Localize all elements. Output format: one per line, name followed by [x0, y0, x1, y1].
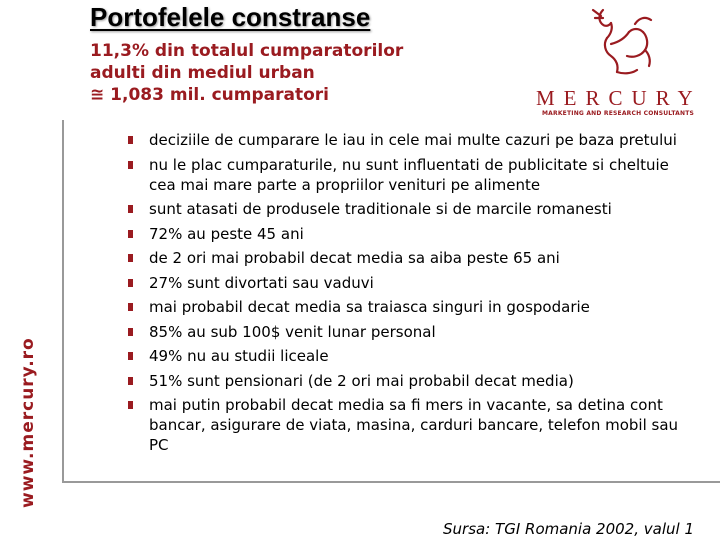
subtitle-line-3 [90, 84, 450, 106]
bullet-item: 85% au sub 100$ venit lunar personal [124, 322, 680, 342]
bullet-item: mai putin probabil decat media sa fi mers in vacante, sa detina cont bancar, asigurare de viata, masina, carduri bancare, telefon mobil sau PC [124, 395, 680, 455]
bullet-list [124, 130, 680, 460]
sidebar-url [18, 300, 46, 508]
bullet-item: 72% au peste 45 ani [124, 224, 680, 244]
bullet-item: de 2 ori mai probabil decat media sa aiba peste 65 ani [124, 248, 680, 268]
bullet-item: 27% sunt divortati sau vaduvi [124, 273, 680, 293]
bullet-item: sunt atasati de produsele traditionale si de marcile romanesti [124, 199, 680, 219]
logo-wordmark: MERCURY [536, 86, 702, 110]
subtitle-line-3-text: 1,083 mil. cumparatori [110, 85, 330, 105]
bullet-item: 49% nu au studii liceale [124, 346, 680, 366]
bullet-item: deciziile de cumparare le iau in cele mai multe cazuri pe baza pretului [124, 130, 680, 150]
horizontal-divider [62, 481, 720, 483]
mercury-logo [530, 4, 720, 120]
slide-subtitle [90, 40, 450, 106]
bullet-item: mai probabil decat media sa traiasca singuri in gospodarie [124, 297, 680, 317]
bullet-item: nu le plac cumparaturile, nu sunt influentati de publicitate si cheltuie cea mai mare parte a propriilor venituri pe alimente [124, 155, 680, 195]
vertical-divider [62, 120, 64, 482]
slide-title: Portofelele constranse [90, 2, 371, 32]
subtitle-line-2: adulti din mediul urban [90, 63, 315, 83]
sidebar-url-text: www.mercury.ro [18, 337, 38, 508]
approx-symbol: ≅ [90, 85, 105, 105]
source-citation: Sursa: TGI Romania 2002, valul 1 [443, 520, 694, 538]
mercury-figure-icon [585, 4, 665, 84]
bullet-item: 51% sunt pensionari (de 2 ori mai probabil decat media) [124, 371, 680, 391]
subtitle-line-1: 11,3% din totalul cumparatorilor [90, 41, 404, 61]
logo-tagline: MARKETING AND RESEARCH CONSULTANTS [542, 110, 695, 117]
